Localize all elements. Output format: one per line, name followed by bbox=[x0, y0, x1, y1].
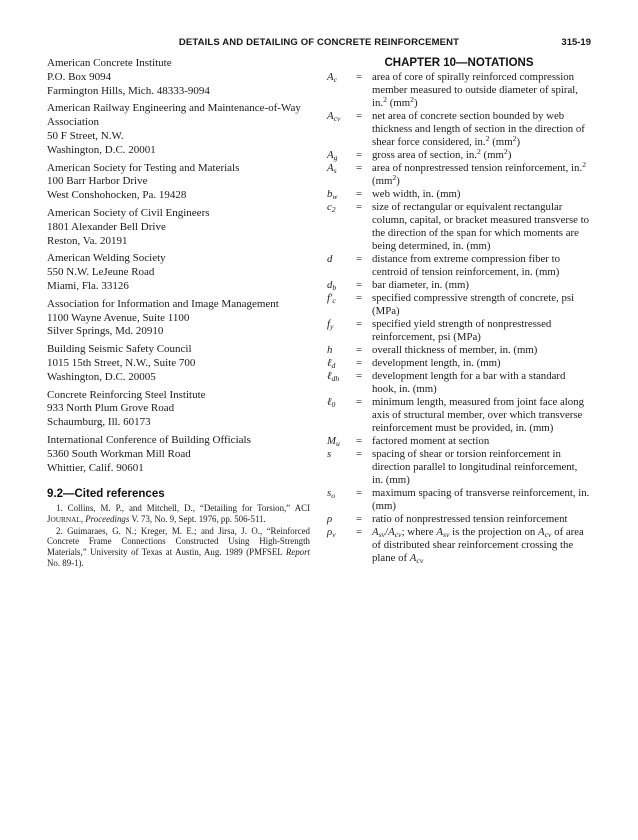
notation-definition: $A_{sv}/A_{cv}$; where $A_{sv}$ is the projection on $A_{cv}$ of area of distributed shear reinforcement crossing the plane of $A_{cv}$ bbox=[372, 526, 584, 565]
organization-line: Silver Springs, Md. 20910 bbox=[47, 325, 164, 338]
chapter-notations-heading: CHAPTER 10—NOTATIONS bbox=[384, 57, 534, 69]
organization-line: Farmington Hills, Mich. 48333-9094 bbox=[47, 84, 210, 97]
notation-row bbox=[327, 370, 591, 396]
notation-symbol: $f'_c$ bbox=[327, 292, 336, 305]
running-head-title: DETAILS AND DETAILING OF CONCRETE REINFORCEMENT bbox=[178, 37, 460, 48]
organization-line: Washington, D.C. 20005 bbox=[47, 370, 156, 383]
notation-definition: minimum length, measured from joint face along axis of structural member, over which transverse reinforcement must be provided, in. (mm) bbox=[372, 396, 584, 434]
notation-row bbox=[327, 279, 591, 292]
notation-symbol: s bbox=[327, 448, 332, 460]
equals-sign: = bbox=[356, 526, 363, 538]
left-column bbox=[47, 57, 310, 569]
organization-line: P.O. Box 9094 bbox=[47, 70, 112, 83]
equals-sign: = bbox=[356, 318, 363, 330]
page-number: 315-19 bbox=[561, 37, 591, 48]
notation-row bbox=[327, 344, 591, 357]
equals-sign: = bbox=[356, 253, 363, 265]
notation-symbol: ℓ$_0$ bbox=[327, 396, 336, 409]
notation-definition: development length for a bar with a standard hook, in. (mm) bbox=[372, 370, 566, 395]
organization-line: 100 Barr Harbor Drive bbox=[47, 175, 148, 188]
organization-block bbox=[47, 298, 310, 339]
notation-row bbox=[327, 162, 591, 188]
organization-line: 1100 Wayne Avenue, Suite 1100 bbox=[47, 311, 190, 324]
organization-line: 5360 South Workman Mill Road bbox=[47, 447, 191, 460]
notation-definition: development length, in. (mm) bbox=[372, 357, 501, 369]
organization-line: Schaumburg, Ill. 60173 bbox=[47, 416, 151, 429]
notation-definition: specified compressive strength of concrete, psi (MPa) bbox=[372, 292, 575, 317]
organization-line: 1801 Alexander Bell Drive bbox=[47, 220, 166, 233]
notation-definition: web width, in. (mm) bbox=[372, 188, 461, 200]
notation-row bbox=[327, 110, 591, 149]
equals-sign: = bbox=[356, 435, 363, 447]
organization-line: Association for Information and Image Management bbox=[47, 297, 279, 310]
notation-symbol: $\rho_v$ bbox=[327, 526, 336, 539]
notation-definition: area of core of spirally reinforced compression member measured to outside diameter of spiral, in.$^2$ $(mm^2)$ bbox=[372, 71, 578, 109]
notation-symbol: $A_{cv}$ bbox=[327, 110, 341, 123]
organization-block bbox=[47, 102, 310, 157]
notation-symbol: h bbox=[327, 344, 333, 356]
notation-row bbox=[327, 513, 591, 526]
notation-row bbox=[327, 448, 591, 487]
organization-line: Reston, Va. 20191 bbox=[47, 234, 128, 247]
notation-symbol: $A_c$ bbox=[327, 71, 338, 84]
notation-row bbox=[327, 526, 591, 565]
notation-definition: ratio of nonprestressed tension reinforcement bbox=[372, 513, 568, 525]
cited-references-heading: 9.2—Cited references bbox=[47, 488, 165, 501]
equals-sign: = bbox=[356, 279, 363, 291]
notation-row bbox=[327, 487, 591, 513]
equals-sign: = bbox=[356, 370, 363, 382]
notation-symbol: d bbox=[327, 253, 333, 265]
notation-row bbox=[327, 357, 591, 370]
equals-sign: = bbox=[356, 357, 363, 369]
notation-definition: distance from extreme compression fiber to centroid of tension reinforcement, in. (mm) bbox=[372, 253, 560, 278]
organization-line: 550 N.W. LeJeune Road bbox=[47, 266, 155, 279]
notation-symbol: $M_u$ bbox=[327, 435, 340, 448]
organization-line: American Concrete Institute bbox=[47, 57, 172, 69]
notation-symbol: $A_g$ bbox=[327, 149, 338, 162]
notation-row bbox=[327, 71, 591, 110]
two-column-body bbox=[47, 57, 591, 569]
notation-row bbox=[327, 318, 591, 344]
right-column bbox=[327, 57, 591, 569]
equals-sign: = bbox=[356, 71, 363, 83]
organization-line: 1015 15th Street, N.W., Suite 700 bbox=[47, 356, 196, 369]
organization-line: Whittier, Calif. 90601 bbox=[47, 461, 144, 474]
reference-item: 1. Collins, M. P., and Mitchell, D., “Detailing for Torsion,” ACI JOURNAL, Proceedings V. 73, No. 9, Sept. 1976, pp. 506-511. bbox=[47, 503, 310, 525]
organization-line: American Railway Engineering and Maintenance-of-Way bbox=[47, 102, 301, 115]
equals-sign: = bbox=[356, 149, 363, 161]
organization-block bbox=[47, 162, 310, 203]
organization-line: Association bbox=[47, 116, 99, 129]
notation-row bbox=[327, 201, 591, 253]
organization-block bbox=[47, 434, 310, 475]
organization-line: Washington, D.C. 20001 bbox=[47, 143, 156, 156]
equals-sign: = bbox=[356, 448, 363, 460]
notation-definition: net area of concrete section bounded by web thickness and length of section in the direction of shear force considered, in.$^2$ $(mm^2)$ bbox=[372, 110, 585, 148]
notation-symbol: $A_s$ bbox=[327, 162, 337, 175]
equals-sign: = bbox=[356, 188, 363, 200]
equals-sign: = bbox=[356, 487, 363, 499]
notation-definition: area of nonprestressed tension reinforcement, in.$^2$ $(mm^2)$ bbox=[372, 160, 587, 187]
equals-sign: = bbox=[356, 162, 363, 174]
notation-symbol: $s_o$ bbox=[327, 487, 336, 500]
organization-line: International Conference of Building Officials bbox=[47, 433, 251, 446]
notation-row bbox=[327, 188, 591, 201]
notation-definition: overall thickness of member, in. (mm) bbox=[372, 344, 538, 356]
equals-sign: = bbox=[356, 201, 363, 213]
equals-sign: = bbox=[356, 396, 363, 408]
notation-definition: specified yield strength of nonprestressed reinforcement, psi (MPa) bbox=[372, 318, 552, 343]
organization-line: American Society for Testing and Materials bbox=[47, 161, 240, 174]
notation-row bbox=[327, 149, 591, 162]
notation-symbol: $c_2$ bbox=[327, 201, 336, 214]
equals-sign: = bbox=[356, 344, 363, 356]
organization-block bbox=[47, 343, 310, 384]
organization-address-list bbox=[47, 57, 310, 475]
notation-row bbox=[327, 396, 591, 435]
organization-line: Miami, Fla. 33126 bbox=[47, 279, 129, 292]
notation-definition: gross area of section, in.$^2$ $(mm^2)$ bbox=[372, 147, 512, 161]
equals-sign: = bbox=[356, 513, 363, 525]
notation-row bbox=[327, 253, 591, 279]
notation-row bbox=[327, 435, 591, 448]
organization-line: 933 North Plum Grove Road bbox=[47, 402, 175, 415]
reference-item: 2. Guimaraes, G. N.; Kreger, M. E.; and Jirsa, J. O., “Reinforced Concrete Frame Connections Constructed Using High-Strength Materials,” University of Texas at Austin, Aug. 1989 (PMFSEL Report No. 89-1). bbox=[47, 525, 310, 568]
equals-sign: = bbox=[356, 110, 363, 122]
organization-line: American Society of Civil Engineers bbox=[47, 206, 210, 219]
organization-line: West Conshohocken, Pa. 19428 bbox=[47, 189, 187, 202]
notation-symbol: ℓ$_d$ bbox=[327, 357, 336, 370]
organization-line: 50 F Street, N.W. bbox=[47, 129, 124, 142]
notation-symbol: $b_w$ bbox=[327, 188, 338, 201]
notation-list bbox=[327, 71, 591, 565]
organization-line: Building Seismic Safety Council bbox=[47, 343, 192, 356]
notation-definition: maximum spacing of transverse reinforcement, in. (mm) bbox=[372, 487, 590, 512]
notation-symbol: ρ bbox=[327, 513, 333, 525]
organization-line: Concrete Reinforcing Steel Institute bbox=[47, 388, 206, 401]
notation-row bbox=[327, 292, 591, 318]
page-header bbox=[0, 37, 638, 51]
organization-line: American Welding Society bbox=[47, 252, 166, 265]
notation-symbol: $f_y$ bbox=[327, 318, 334, 331]
organization-block bbox=[47, 252, 310, 293]
notation-definition: spacing of shear or torsion reinforcement in direction parallel to longitudinal reinforcement, in. (mm) bbox=[372, 448, 578, 486]
notation-symbol: $d_b$ bbox=[327, 279, 337, 292]
organization-block bbox=[47, 57, 310, 98]
cited-references-list bbox=[47, 503, 310, 568]
notation-definition: factored moment at section bbox=[372, 435, 490, 447]
notation-definition: size of rectangular or equivalent rectangular column, capital, or bracket measured transverse to the direction of the span for which moments are being determined, in. (mm) bbox=[372, 201, 590, 252]
organization-block bbox=[47, 389, 310, 430]
organization-block bbox=[47, 207, 310, 248]
notation-definition: bar diameter, in. (mm) bbox=[372, 279, 470, 291]
equals-sign: = bbox=[356, 292, 363, 304]
notation-symbol: ℓ$_{dh}$ bbox=[327, 370, 340, 383]
